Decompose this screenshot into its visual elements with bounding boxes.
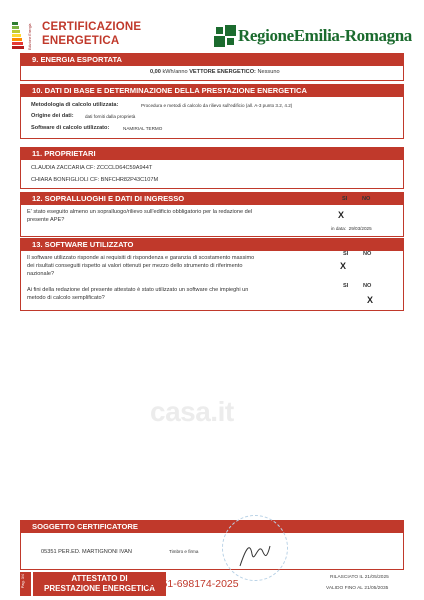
no-column-header: NO [362,196,371,202]
section-11-header: 11. PROPRIETARI [20,147,404,160]
software-q1-line3: nazionale? [27,271,55,277]
inspection-yes-mark: X [338,210,345,220]
data-origin-value: dati forniti dalla proprietà [85,114,136,119]
signature-scribble [236,538,276,572]
page-number: Pag. 3/4 [21,574,25,589]
valid-until-date: VALIDO FINO AL 21/05/2035 [326,586,389,591]
footer-title: ATTESTATO DI PRESTAZIONE ENERGETICA [33,572,166,596]
energy-label-logo [12,22,24,52]
section-13-header: 13. SOFTWARE UTILIZZATO [20,238,404,251]
q1-yes-header: SI [343,251,349,257]
method-label: Metodologia di calcolo utilizzata: [31,102,119,108]
section-11-body [20,160,404,189]
owner-2: CHIARA BONFIGLIOLI CF: BNFCHR82P43C107M [31,177,159,183]
document-title: CERTIFICAZIONE ENERGETICA [42,21,142,47]
section-10-body [20,97,404,139]
yes-column-header: SI [342,196,348,202]
software-q1-line2: dei risultati conseguiti rispetto ai valori ottenuti per mezzo dello strumento di riferimento [27,263,243,269]
software-q1-yes-mark: X [340,261,347,271]
software-value: NAMIRIAL TERMO [123,126,163,131]
software-q2-line2: metodo di calcolo semplificato? [27,295,105,301]
software-q2-line1: Ai fini della redazione del presente attestato è stato utilizzato un software che impieghi un [27,287,249,293]
owner-1: CLAUDIA ZACCARIA CF: ZCCCLD64C59A944T [31,165,153,171]
section-13-body [20,251,404,311]
certifier-body [20,533,404,570]
software-label: Software di calcolo utilizzato: [31,125,110,131]
certificate-code: 05351-698174-2025 [144,578,239,590]
logo-side-text: Edizione Energia [28,23,32,51]
q1-no-header: NO [363,251,372,257]
section-12-body [20,205,404,237]
certifier-header: SOGGETTO CERTIFICATORE [20,520,404,533]
region-logo [214,25,412,47]
inspection-question-line1: E' stato eseguito almeno un sopralluogo/rilievo sull'edificio obbligatorio per la redazione del [27,209,253,215]
section-9-body [20,66,404,81]
section-9-header: 9. ENERGIA ESPORTATA [20,53,404,66]
data-origin-label: Origine dei dati: [31,113,74,119]
region-flag-icon [214,25,236,47]
section-12-header: 12. SOPRALLUOGHI E DATI DI INGRESSO [20,192,404,205]
footer [20,572,404,596]
issued-date: RILASCIATO IL 21/05/2025 [330,575,389,580]
certifier-name: 05351 PER.ED. MARTIGNONI IVAN [41,549,132,555]
software-q2-no-mark: X [367,295,374,305]
method-value: Procedura e metodi di calcolo da rilievo sull'edificio (all. A-3 punto 3.2, 4.2) [141,103,293,108]
watermark: casa.it [150,396,234,427]
footer-page-tab [20,572,31,596]
section-10-header: 10. DATI DI BASE E DETERMINAZIONE DELLA PRESTAZIONE ENERGETICA [20,84,404,97]
region-name: RegioneEmilia-Romagna [238,26,412,45]
signature-label: Timbro e firma [169,549,199,554]
software-q1-line1: Il software utilizzato risponde ai requisiti di rispondenza e garanzia di scostamento massimo [27,255,255,261]
exported-energy: 0,00 kWh/anno VETTORE ENERGETICO: Nessuno [150,69,280,75]
inspection-question-line2: presente APE? [27,217,65,223]
inspection-date: in data: 29/03/2025 [331,226,372,231]
q2-no-header: NO [363,283,372,289]
q2-yes-header: SI [343,283,349,289]
